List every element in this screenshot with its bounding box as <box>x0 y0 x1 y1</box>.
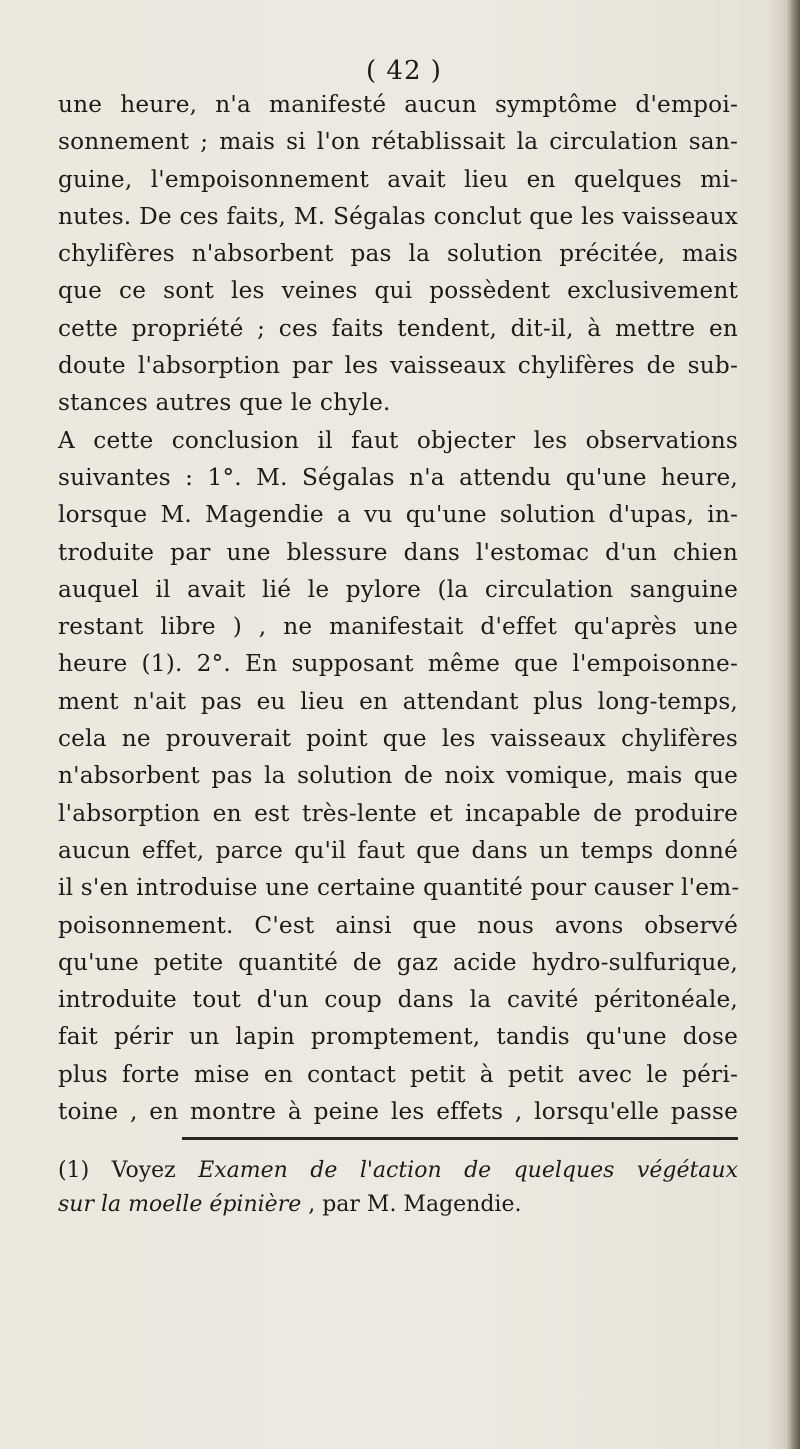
footnote-separator <box>182 1137 738 1140</box>
text-line: qu'une petite quantité de gaz acide hydro-sulfurique, <box>58 948 738 976</box>
text-line: que ce sont les veines qui possèdent exclusivement <box>58 277 738 305</box>
text-line: troduite par une blessure dans l'estomac d'un chien <box>58 538 738 566</box>
text-line: une heure, n'a manifesté aucun symptôme d'empoi- <box>58 91 738 118</box>
text-line: plus forte mise en contact petit à petit avec le péri- <box>58 1060 738 1088</box>
text-line: ment n'ait pas eu lieu en attendant plus long-temps, <box>58 687 738 715</box>
footnote-title-cont: sur la moelle épinière <box>58 1192 302 1217</box>
text-line: restant libre ) , ne manifestait d'effet qu'après une <box>58 613 738 641</box>
text-line: toine , en montre à peine les effets , lorsqu'elle passe <box>58 1098 738 1126</box>
text-line: guine, l'empoisonnement avait lieu en quelques mi- <box>58 165 738 193</box>
book-spine-shadow <box>786 0 800 1449</box>
text-line: doute l'absorption par les vaisseaux chylifères de sub- <box>58 352 738 380</box>
text-line: aucun effet, parce qu'il faut que dans un temps donné <box>58 836 738 864</box>
text-line: n'absorbent pas la solution de noix vomique, mais que <box>58 762 738 790</box>
text-line: poisonnement. C'est ainsi que nous avons observé <box>58 911 738 939</box>
text-line: nutes. De ces faits, M. Ségalas conclut que les vaisseaux <box>58 202 738 230</box>
text-line: sonnement ; mais si l'on rétablissait la circulation san- <box>58 128 738 156</box>
text-line: chylifères n'absorbent pas la solution précitée, mais <box>58 240 738 268</box>
text-line: l'absorption en est très-lente et incapable de produire <box>58 799 738 827</box>
footnote-line <box>58 1188 738 1222</box>
body-text <box>58 86 738 1130</box>
text-line: fait périr un lapin promptement, tandis qu'une dose <box>58 1023 738 1051</box>
footnote-title: Examen de l'action de quelques végétaux <box>198 1158 738 1183</box>
text-line: heure (1). 2°. En supposant même que l'empoisonne- <box>58 650 738 678</box>
text-line: cela ne prouverait point que les vaisseaux chylifères <box>58 725 738 753</box>
footnote-author: , par M. Magendie. <box>301 1192 522 1217</box>
text-line: cette propriété ; ces faits tendent, dit-il, à mettre en <box>58 314 738 342</box>
text-line: il s'en introduise une certaine quantité pour causer l'em- <box>58 874 740 902</box>
text-line: introduite tout d'un coup dans la cavité péritonéale, <box>58 986 738 1014</box>
text-line: stances autres que le chyle. <box>58 389 391 417</box>
footnote-line <box>58 1154 738 1188</box>
text-line: suivantes : 1°. M. Ségalas n'a attendu qu'une heure, <box>58 463 738 491</box>
text-line: auquel il avait lié le pylore (la circulation sanguine <box>58 575 738 603</box>
text-line: A cette conclusion il faut objecter les observations <box>58 426 738 454</box>
footnote <box>58 1154 738 1222</box>
footnote-marker: (1) Voyez <box>58 1158 199 1183</box>
text-line: lorsque M. Magendie a vu qu'une solution d'upas, in- <box>58 501 738 529</box>
page-number: ( 42 ) <box>366 56 442 86</box>
